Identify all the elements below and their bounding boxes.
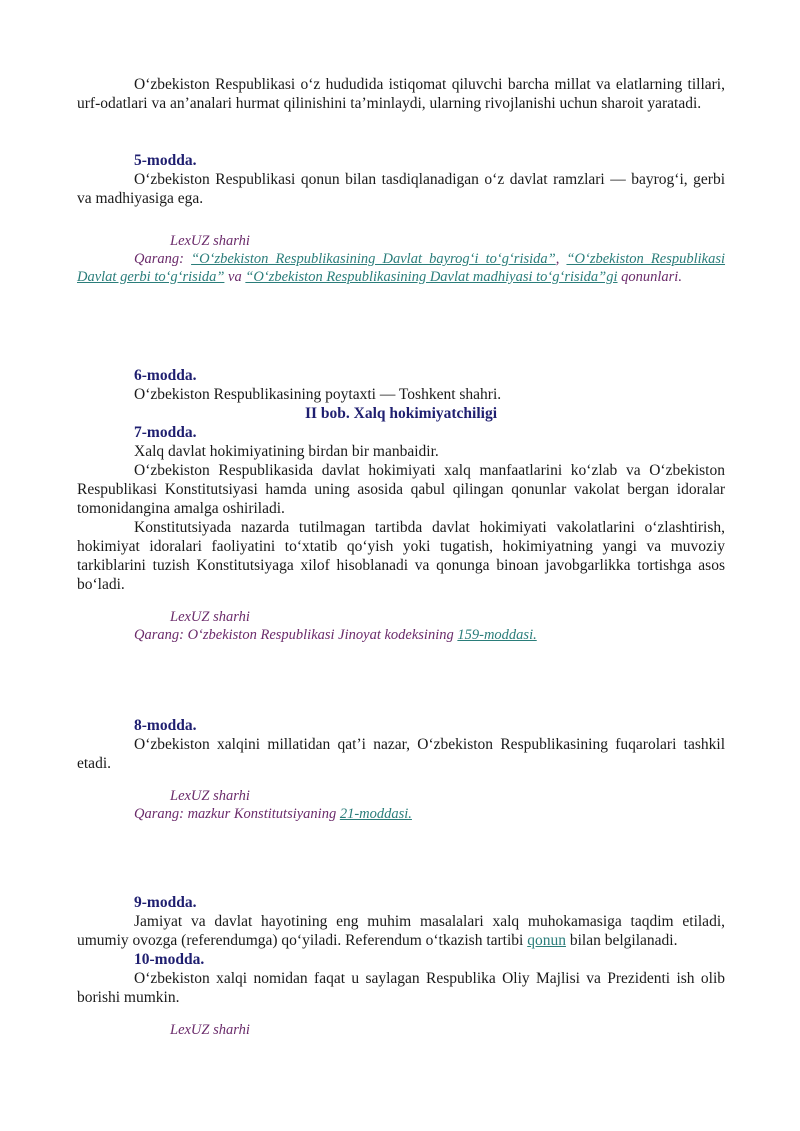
anthem-law-link[interactable]: “O‘zbekiston Respublikasining Davlat madhiyasi to‘g‘risida”gi	[245, 269, 618, 285]
article-10-text: O‘zbekiston xalqi nomidan faqat u saylagan Respublika Oliy Majlisi va Prezidenti ish olib borishi mumkin.	[77, 970, 725, 1006]
paragraph-intro: O‘zbekiston Respublikasi o‘z hududida istiqomat qiluvchi barcha millat va elatlarning tillari, urf-odatlari va an’analari hurmat qilinishini ta’minlaydi, ularning rivojlanishi uchun sharoit yaratadi.	[77, 76, 725, 112]
article-10-commentary-title: LexUZ sharhi	[170, 1022, 250, 1038]
article-7-commentary-title: LexUZ sharhi	[170, 609, 250, 625]
article-5-commentary-title: LexUZ sharhi	[170, 233, 250, 249]
article-9-text: Jamiyat va davlat hayotining eng muhim masalalari xalq muhokamasiga taqdim etiladi, umumiy ovozga (referendumga) qo‘yiladi. Referendum o‘tkazish tartibi qonun bilan belgilanadi.	[77, 913, 725, 949]
document-page	[77, 75, 725, 1039]
article-7-p3: Konstitutsiyada nazarda tutilmagan tartibda davlat hokimiyati vakolatlarini o‘zlashtirish, hokimiyat idoralari faoliyatini to‘xtatib qo‘yish yoki tugatish, hokimiyatning yangi va muvoziy tarkiblarini tuzish Konstitutsiyaga xilof hisoblanadi va qonunga binoan javobgarlikka tortishga asos bo‘ladi.	[77, 519, 725, 593]
law-link[interactable]: qonun	[527, 932, 566, 949]
chapter-2-heading: II bob. Xalq hokimiyatchiligi	[304, 405, 498, 422]
article-159-link[interactable]: 159-moddasi.	[457, 627, 537, 643]
article-8-text: O‘zbekiston xalqini millatidan qat’i nazar, O‘zbekiston Respublikasining fuqarolari tashkil etadi.	[77, 736, 725, 772]
article-7-p1: Xalq davlat hokimiyatining birdan bir manbaidir.	[134, 443, 439, 460]
article-21-link[interactable]: 21-moddasi.	[339, 806, 412, 822]
article-5-text: O‘zbekiston Respublikasi qonun bilan tasdiqlanadigan o‘z davlat ramzlari — bayrog‘i, gerbi va madhiyasiga ega.	[77, 171, 725, 207]
article-7-commentary: Qarang: O‘zbekiston Respublikasi Jinoyat kodeksining 159-moddasi.	[134, 627, 537, 643]
article-7-p2: O‘zbekiston Respublikasida davlat hokimiyati xalq manfaatlarini ko‘zlab va O‘zbekiston Respublikasi Konstitutsiyasi hamda uning asosida qabul qilingan qonunlar vakolat bergan idoralar tomonidangina amalga oshiriladi.	[77, 462, 725, 517]
article-7-title: 7-modda.	[134, 424, 197, 441]
article-5-title: 5-modda.	[134, 152, 197, 169]
article-9-title: 9-modda.	[134, 894, 197, 911]
coat-of-arms-law-link[interactable]: “O‘zbekiston Respublikasi Davlat gerbi to‘g‘risida”	[77, 251, 726, 285]
flag-law-link[interactable]: “O‘zbekiston Respublikasining Davlat bayrog‘i to‘g‘risida”	[191, 251, 556, 267]
article-10-title: 10-modda.	[134, 951, 205, 968]
article-8-title: 8-modda.	[134, 717, 197, 734]
article-6-title: 6-modda.	[134, 367, 197, 384]
qarang-label: Qarang:	[134, 251, 184, 267]
article-8-commentary-title: LexUZ sharhi	[170, 788, 250, 804]
article-6-text: O‘zbekiston Respublikasining poytaxti — Toshkent shahri.	[134, 386, 502, 403]
article-8-commentary: Qarang: mazkur Konstitutsiyaning 21-moddasi.	[134, 806, 412, 822]
article-5-commentary: Qarang: “O‘zbekiston Respublikasining Davlat bayrog‘i to‘g‘risida”, “O‘zbekiston Respublikasi Davlat gerbi to‘g‘risida” va “O‘zbekiston Respublikasining Davlat madhiyasi to‘g‘risida”gi qonunlari.	[77, 251, 726, 285]
